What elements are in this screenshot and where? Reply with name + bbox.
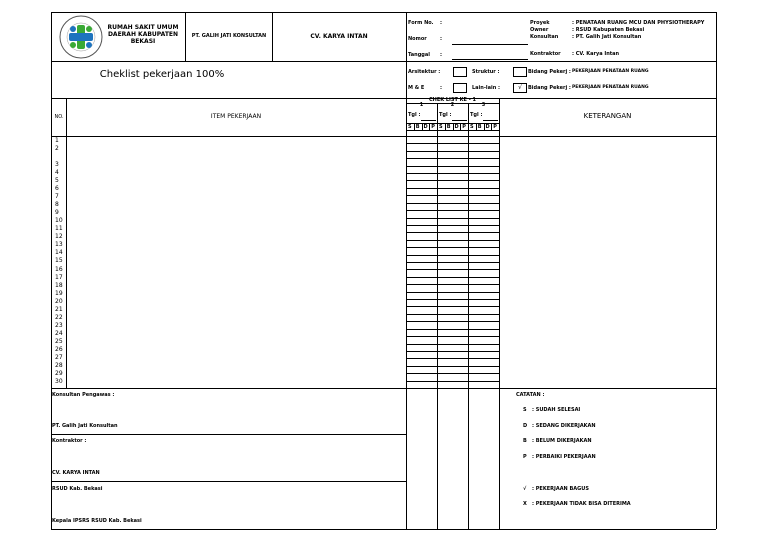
- row-number: 9: [55, 209, 59, 217]
- nomor-label: Nomor: [408, 36, 427, 42]
- row-number: 22: [55, 313, 63, 321]
- rsud-sign-label: RSUD Kab. Bekasi: [52, 486, 103, 492]
- row-number: 7: [55, 193, 59, 201]
- hospital-logo: [58, 14, 104, 60]
- tgl-label-2: Tgl :: [439, 112, 452, 118]
- row-number: 6: [55, 185, 59, 193]
- status-col-header: D: [423, 124, 428, 130]
- lainlain-checkbox[interactable]: [513, 83, 527, 93]
- arsitektur-label: Arsitektur :: [408, 69, 441, 75]
- tanggal-colon: :: [440, 52, 442, 58]
- contractor-company: CV. KARYA INTAN: [310, 33, 368, 40]
- row-number: 10: [55, 217, 63, 225]
- lainlain-label: Lain-lain :: [472, 85, 501, 91]
- no-header: NO.: [54, 114, 64, 120]
- note-text-p: : PERBAIKI PEKERJAAN: [532, 454, 596, 460]
- owner-label: Owner: [530, 27, 549, 33]
- row-number: 15: [55, 257, 63, 265]
- bidang-value-2: PEKERJAAN PENATAAN RUANG: [572, 85, 649, 90]
- check-num-1: 1: [419, 102, 424, 108]
- owner-value: : RSUD Kabupaten Bekasi: [572, 27, 645, 33]
- form-no-colon: :: [440, 20, 442, 26]
- nomor-line: [452, 44, 528, 45]
- tanggal-line: [452, 59, 528, 60]
- arsitektur-checkbox[interactable]: [453, 67, 467, 77]
- note-text-s: : SUDAH SELESAI: [532, 407, 581, 413]
- rsud-name: Kepala IPSRS RSUD Kab. Bekasi: [52, 518, 142, 524]
- me-label: M & E: [408, 85, 425, 91]
- row-number: 19: [55, 289, 63, 297]
- note-text-d: : SEDANG DIKERJAKAN: [532, 423, 596, 429]
- row-number: 20: [55, 297, 63, 305]
- status-col-header: P: [462, 124, 466, 130]
- row-number: 12: [55, 233, 63, 241]
- status-col-header: S: [439, 124, 443, 130]
- catatan-title: CATATAN :: [516, 392, 545, 398]
- konsultan-pengawas-label: Konsultan Pengawas :: [52, 392, 115, 398]
- checklist-title: Cheklist pekerjaan 100%: [99, 69, 225, 80]
- note-code-s: S: [523, 407, 527, 413]
- row-number: 13: [55, 241, 63, 249]
- note-text-x: : PEKERJAAN TIDAK BISA DITERIMA: [532, 501, 631, 507]
- form-no-label: Form No.: [408, 20, 434, 26]
- row-number: 28: [55, 361, 63, 369]
- kontraktor-name: CV. KARYA INTAN: [52, 470, 100, 476]
- row-number: 4: [55, 169, 59, 177]
- row-number: 14: [55, 249, 63, 257]
- tgl-label-1: Tgl :: [408, 112, 421, 118]
- bidang-value-1: PEKERJAAN PENATAAN RUANG: [572, 69, 649, 74]
- row-number: 30: [55, 377, 63, 385]
- row-number: 16: [55, 265, 63, 273]
- check-mark-icon: √: [518, 84, 522, 91]
- note-code-x: X: [523, 501, 527, 507]
- nomor-colon: :: [440, 36, 442, 42]
- status-col-header: S: [408, 124, 412, 130]
- keterangan-header: KETERANGAN: [583, 112, 632, 120]
- note-code-check: √: [523, 486, 527, 492]
- struktur-label: Struktur :: [472, 69, 500, 75]
- tgl-label-3: Tgl :: [470, 112, 483, 118]
- check-num-3: 3: [481, 102, 486, 108]
- row-number: 23: [55, 321, 63, 329]
- row-number: 21: [55, 305, 63, 313]
- struktur-checkbox[interactable]: [513, 67, 527, 77]
- row-number: 18: [55, 281, 63, 289]
- konsultan-label: Konsultan: [530, 34, 559, 40]
- row-number: 29: [55, 369, 63, 377]
- check-num-2: 2: [450, 102, 455, 108]
- kontraktor-value: : CV. Karya Intan: [572, 51, 620, 57]
- kontraktor-sign-label: Kontraktor :: [52, 438, 87, 444]
- note-text-b: : BELUM DIKERJAKAN: [532, 438, 592, 444]
- note-code-d: D: [523, 423, 528, 429]
- note-text-check: : PEKERJAAN BAGUS: [532, 486, 589, 492]
- status-col-header: B: [477, 124, 482, 130]
- status-col-header: B: [415, 124, 420, 130]
- konsultan-value: : PT. Galih Jati Konsultan: [572, 34, 642, 40]
- proyek-value: : PENATAAN RUANG MCU DAN PHYSIOTHERAPY: [572, 20, 705, 26]
- row-number: 11: [55, 225, 63, 233]
- checklist-header: CHEK LIST KE - 1: [428, 97, 476, 103]
- note-code-p: P: [523, 454, 527, 460]
- row-number: 5: [55, 177, 59, 185]
- consultant-company: PT. GALIH JATI KONSULTAN: [191, 33, 267, 39]
- row-number: 1: [55, 137, 59, 144]
- status-col-header: D: [485, 124, 490, 130]
- proyek-label: Proyek: [530, 20, 550, 26]
- bidang-label-2: Bidang Pekerj :: [528, 85, 571, 91]
- row-number: 27: [55, 353, 63, 361]
- row-number: 17: [55, 273, 63, 281]
- me-colon: :: [440, 85, 442, 91]
- status-col-header: B: [446, 124, 451, 130]
- tanggal-label: Tanggal: [408, 52, 430, 58]
- hospital-name: RUMAH SAKIT UMUM DAERAH KABUPATEN BEKASI: [107, 24, 179, 45]
- row-number: 2: [55, 145, 59, 153]
- row-number: 3: [55, 161, 59, 169]
- item-pekerjaan-header: ITEM PEKERJAAN: [210, 113, 262, 120]
- note-code-b: B: [523, 438, 527, 444]
- bidang-label-1: Bidang Pekerj :: [528, 69, 571, 75]
- kontraktor-label: Kontraktor: [530, 51, 561, 57]
- status-col-header: P: [431, 124, 435, 130]
- row-number: 8: [55, 201, 59, 209]
- row-number: 25: [55, 337, 63, 345]
- status-col-header: P: [493, 124, 497, 130]
- row-number: 26: [55, 345, 63, 353]
- me-checkbox[interactable]: [453, 83, 467, 93]
- status-col-header: D: [454, 124, 459, 130]
- konsultan-name: PT. Galih Jati Konsultan: [52, 423, 118, 429]
- status-col-header: S: [470, 124, 474, 130]
- row-number: 24: [55, 329, 63, 337]
